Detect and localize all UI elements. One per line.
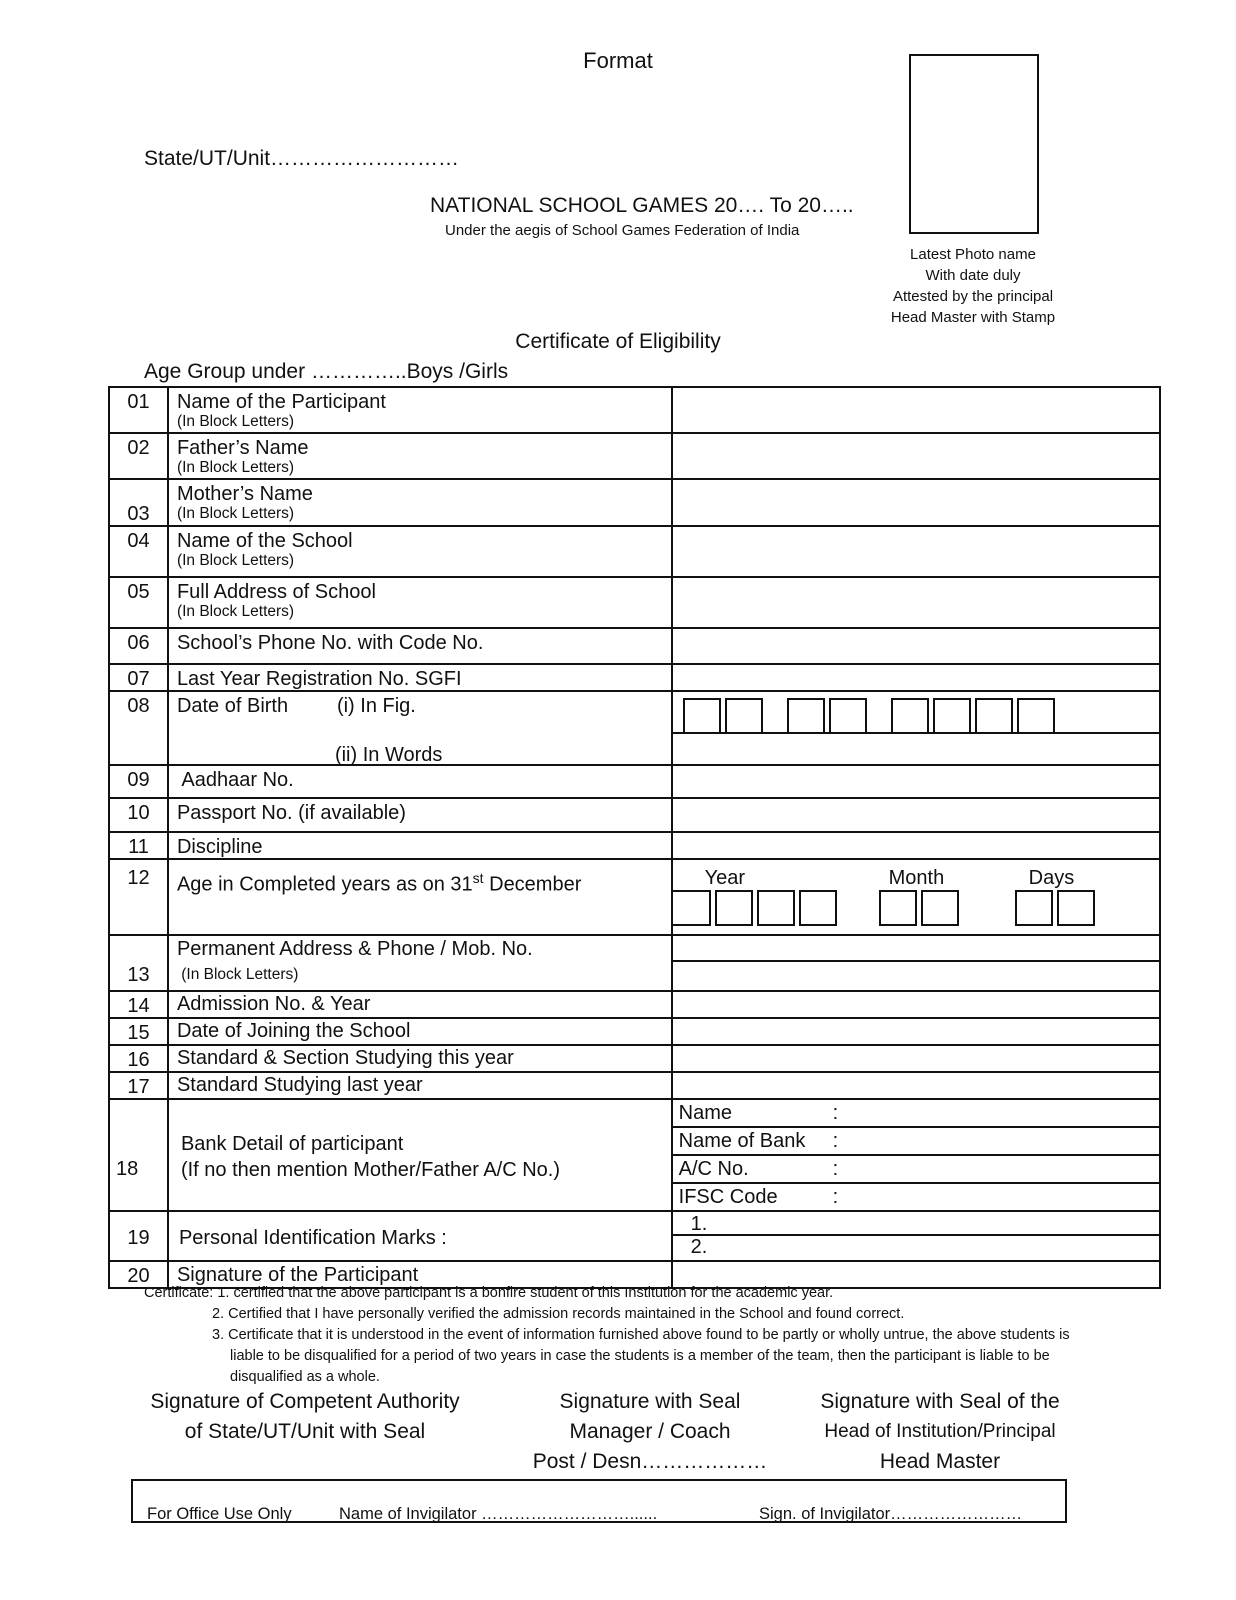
row-label: Signature of the Participant: [168, 1261, 672, 1288]
head-signature: [800, 1387, 1080, 1477]
photo-caption-line: Latest Photo name: [910, 246, 1036, 263]
signature-line: Signature with Seal: [559, 1390, 741, 1413]
row-label-text: Mother’s Name: [176, 483, 313, 505]
row-label: Standard Studying last year: [168, 1072, 672, 1099]
age-days-label: Days: [1028, 867, 1075, 889]
format-heading: Format: [583, 48, 653, 73]
signature-line: of State/UT/Unit with Seal: [184, 1420, 426, 1443]
row-label-text: December: [483, 873, 582, 896]
standard-current-input[interactable]: [672, 1045, 1160, 1072]
signature-line: Head of Institution/Principal: [824, 1421, 1056, 1442]
dob-words-label: (ii) In Words: [334, 744, 443, 766]
signature-line: Manager / Coach: [569, 1420, 731, 1443]
dob-fig-label: (i) In Fig.: [336, 695, 416, 717]
row-number: 09: [109, 765, 168, 798]
bank-field-label: Name: [678, 1102, 732, 1124]
table-row: [109, 526, 1160, 577]
certificate-line: Certificate: 1. certified that the above participant is a bonfire student of this Institution for the academic year.: [144, 1285, 834, 1301]
row-number: 07: [109, 664, 168, 691]
identification-marks-cell: [672, 1211, 1160, 1261]
table-row: [109, 577, 1160, 628]
row-number: 15: [109, 1018, 168, 1045]
state-unit-field: State/UT/Unit………………………: [144, 147, 460, 170]
certificate-text: [144, 1283, 1074, 1388]
bank-ifsc-field[interactable]: [673, 1184, 1159, 1210]
row-label: Discipline: [168, 832, 672, 859]
age-cell: [672, 859, 1160, 935]
row-label: [168, 433, 672, 479]
games-title: NATIONAL SCHOOL GAMES 20…. To 20…..: [430, 194, 854, 217]
row-number: 17: [109, 1072, 168, 1099]
bank-field-colon: :: [832, 1102, 839, 1124]
row-label-text: Date of Birth: [176, 695, 289, 717]
signature-line: Signature of Competent Authority: [150, 1390, 460, 1413]
dob-digit-box[interactable]: [975, 698, 1013, 734]
table-row: [109, 1099, 1160, 1211]
bank-field-colon: :: [832, 1186, 839, 1208]
row-number: 05: [109, 577, 168, 628]
row-sublabel: (In Block Letters): [176, 552, 295, 569]
dob-digit-box[interactable]: [1017, 698, 1055, 734]
eligibility-form-table: [108, 386, 1161, 1289]
row-label: Standard & Section Studying this year: [168, 1045, 672, 1072]
table-row: [109, 387, 1160, 433]
row-label: Personal Identification Marks :: [168, 1211, 672, 1261]
bank-field-label: IFSC Code: [678, 1186, 778, 1208]
table-row: [109, 1018, 1160, 1045]
dob-digit-box[interactable]: [891, 698, 929, 734]
age-year-box[interactable]: [799, 890, 837, 926]
row-number: 12: [109, 859, 168, 935]
table-row: [109, 859, 1160, 935]
mother-name-input[interactable]: [672, 479, 1160, 526]
row-number: 14: [109, 991, 168, 1018]
age-days-box[interactable]: [1057, 890, 1095, 926]
row-label-text: Full Address of School: [176, 581, 376, 603]
table-row: [109, 433, 1160, 479]
school-address-input[interactable]: [672, 577, 1160, 628]
table-row: [109, 664, 1160, 691]
signature-line: Signature with Seal of the: [820, 1390, 1060, 1413]
age-month-label: Month: [888, 867, 945, 889]
authority-signature: [130, 1387, 480, 1447]
bank-field-label: Name of Bank: [678, 1130, 806, 1152]
row-label: [168, 577, 672, 628]
dob-digit-box[interactable]: [787, 698, 825, 734]
registration-no-input[interactable]: [672, 664, 1160, 691]
row-label-text: Age in Completed years as on 31: [176, 873, 473, 896]
table-row: [109, 765, 1160, 798]
photo-caption-line: Attested by the principal: [892, 288, 1054, 305]
office-label: For Office Use Only: [147, 1505, 292, 1523]
certificate-line: 3. Certificate that it is understood in the event of information furnished above found to be partly or wholly untrue, the above students is liable to be disqualified for a period of two years in case the students is a member of the team, then the participant is liable to be disqualified as a whole.: [212, 1327, 1070, 1385]
row-sublabel: (In Block Letters): [176, 603, 295, 620]
age-days-box[interactable]: [1015, 890, 1053, 926]
table-row: [109, 798, 1160, 832]
row-number: 06: [109, 628, 168, 664]
age-year-label: Year: [704, 867, 746, 889]
row-label-text: (If no then mention Mother/Father A/C No.): [180, 1158, 560, 1181]
signature-line: Head Master: [879, 1450, 1001, 1473]
passport-input[interactable]: [672, 798, 1160, 832]
table-row: [109, 935, 1160, 991]
table-row: [109, 1211, 1160, 1261]
row-number: 19: [109, 1211, 168, 1261]
row-label-text: Permanent Address & Phone / Mob. No.: [176, 938, 533, 960]
row-number: 13: [109, 935, 168, 991]
bank-field-label: A/C No.: [678, 1158, 749, 1180]
table-row: [109, 628, 1160, 664]
bank-field-colon: :: [832, 1158, 839, 1180]
row-label: Last Year Registration No. SGFI: [168, 664, 672, 691]
row-label: [168, 691, 672, 765]
row-label: [168, 526, 672, 577]
invigilator-name-field[interactable]: Name of Invigilator ………………………......: [339, 1505, 658, 1523]
dob-digit-box[interactable]: [683, 698, 721, 734]
aadhaar-input[interactable]: [672, 765, 1160, 798]
joining-date-input[interactable]: [672, 1018, 1160, 1045]
row-number: 01: [109, 387, 168, 433]
age-year-box[interactable]: [757, 890, 795, 926]
row-sublabel: (In Block Letters): [176, 505, 295, 522]
school-phone-input[interactable]: [672, 628, 1160, 664]
row-label: Aadhaar No.: [168, 765, 672, 798]
mark-number: 1.: [690, 1213, 708, 1235]
table-row: [109, 1045, 1160, 1072]
row-number: 04: [109, 526, 168, 577]
table-row: [109, 832, 1160, 859]
row-number: 16: [109, 1045, 168, 1072]
row-number: 18: [109, 1099, 168, 1211]
dob-digit-box[interactable]: [725, 698, 763, 734]
school-name-input[interactable]: [672, 526, 1160, 577]
mark-2-input[interactable]: [673, 1236, 1159, 1260]
bank-field-colon: :: [832, 1130, 839, 1152]
row-sublabel: (In Block Letters): [176, 459, 295, 476]
admission-input[interactable]: [672, 991, 1160, 1018]
age-year-box[interactable]: [673, 890, 711, 926]
dob-digit-box[interactable]: [829, 698, 867, 734]
mark-number: 2.: [690, 1236, 708, 1258]
aegis-subtitle: Under the aegis of School Games Federation of India: [445, 222, 800, 239]
bank-account-field[interactable]: [673, 1156, 1159, 1184]
row-label: Admission No. & Year: [168, 991, 672, 1018]
row-number: 11: [109, 832, 168, 859]
row-label: [168, 859, 672, 935]
manager-signature: [500, 1387, 800, 1477]
row-label: School’s Phone No. with Code No.: [168, 628, 672, 664]
office-use-box: [131, 1479, 1067, 1523]
row-label-text: Name of the Participant: [176, 391, 386, 413]
age-year-box[interactable]: [715, 890, 753, 926]
row-number: 03: [109, 479, 168, 526]
row-label: [168, 935, 672, 991]
mark-1-input[interactable]: [673, 1212, 1159, 1236]
dob-cell: [672, 691, 1160, 765]
row-label-text: Bank Detail of participant: [180, 1132, 404, 1155]
row-sublabel: (In Block Letters): [176, 966, 299, 983]
dob-words-input[interactable]: [673, 734, 1159, 762]
row-label-sup: st: [472, 870, 484, 886]
bank-name-field[interactable]: [673, 1100, 1159, 1128]
row-label: [168, 387, 672, 433]
row-label-text: Name of the School: [176, 530, 353, 552]
dob-digit-box[interactable]: [933, 698, 971, 734]
table-row: [109, 479, 1160, 526]
participant-name-input[interactable]: [672, 387, 1160, 433]
photo-box: [909, 54, 1039, 234]
row-number: 20: [109, 1261, 168, 1288]
age-month-box[interactable]: [879, 890, 917, 926]
age-month-box[interactable]: [921, 890, 959, 926]
permanent-address-input[interactable]: [673, 936, 1159, 962]
row-label: Passport No. (if available): [168, 798, 672, 832]
age-group-field: Age Group under …………..Boys /Girls: [144, 360, 509, 383]
table-row: [109, 691, 1160, 765]
photo-caption-line: Head Master with Stamp: [890, 309, 1056, 326]
photo-caption: [878, 244, 1068, 328]
signature-line: Post / Desn………………: [532, 1450, 768, 1473]
row-number: 10: [109, 798, 168, 832]
row-label: [168, 1099, 672, 1211]
row-sublabel: (In Block Letters): [176, 413, 295, 430]
table-row: [109, 1072, 1160, 1099]
invigilator-sign-field[interactable]: Sign. of Invigilator……………………: [759, 1505, 1023, 1523]
father-name-input[interactable]: [672, 433, 1160, 479]
phone-input[interactable]: [673, 962, 1159, 990]
row-label-text: Father’s Name: [176, 437, 309, 459]
certificate-line: 2. Certified that I have personally verified the admission records maintained in the School and found correct.: [212, 1306, 905, 1322]
row-label: Date of Joining the School: [168, 1018, 672, 1045]
bank-bank-name-field[interactable]: [673, 1128, 1159, 1156]
discipline-input[interactable]: [672, 832, 1160, 859]
row-label: [168, 479, 672, 526]
row-number: 02: [109, 433, 168, 479]
photo-caption-line: With date duly: [925, 267, 1021, 284]
table-row: [109, 991, 1160, 1018]
row-number: 08: [109, 691, 168, 765]
standard-last-input[interactable]: [672, 1072, 1160, 1099]
bank-detail-cell: [672, 1099, 1160, 1211]
certificate-title: Certificate of Eligibility: [515, 330, 721, 353]
permanent-address-cell: [672, 935, 1160, 991]
